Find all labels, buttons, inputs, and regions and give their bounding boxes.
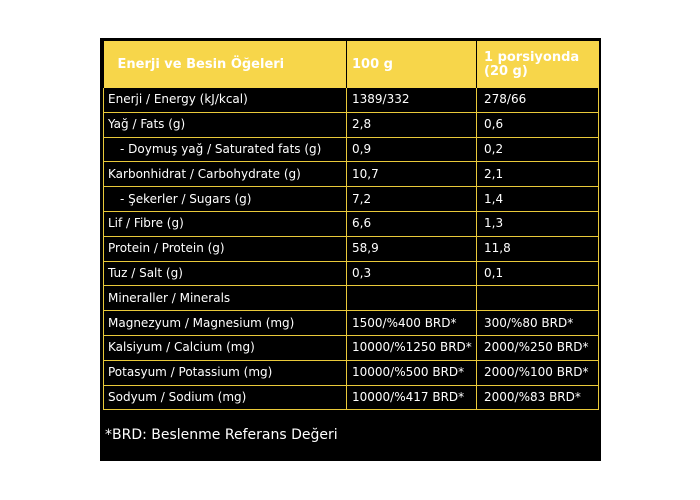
nutrient-label: Mineraller / Minerals <box>104 286 347 311</box>
value-per-100g: 1500/%400 BRD* <box>347 311 477 336</box>
value-per-100g: 58,9 <box>347 236 477 261</box>
table-row <box>104 137 599 162</box>
nutrition-panel <box>100 38 601 461</box>
table-row <box>104 311 599 336</box>
value-per-serving: 278/66 <box>477 88 599 112</box>
value-per-serving: 1,4 <box>477 187 599 212</box>
header-nutrients: Enerji ve Besin Öğeleri <box>104 41 347 88</box>
nutrient-label: Lif / Fibre (g) <box>104 211 347 236</box>
table-row <box>104 112 599 137</box>
value-per-100g: 10000/%417 BRD* <box>347 385 477 410</box>
nutrient-label: Kalsiyum / Calcium (mg) <box>104 335 347 360</box>
value-per-100g: 6,6 <box>347 211 477 236</box>
value-per-serving: 1,3 <box>477 211 599 236</box>
value-per-serving <box>477 286 599 311</box>
header-per-serving: 1 porsiyonda (20 g) <box>477 41 599 88</box>
value-per-serving: 2000/%100 BRD* <box>477 360 599 385</box>
value-per-100g: 1389/332 <box>347 88 477 112</box>
value-per-100g: 0,9 <box>347 137 477 162</box>
table-row <box>104 286 599 311</box>
nutrient-label: Magnezyum / Magnesium (mg) <box>104 311 347 336</box>
table-row <box>104 360 599 385</box>
table-row <box>104 261 599 286</box>
table-row <box>104 335 599 360</box>
value-per-100g: 2,8 <box>347 112 477 137</box>
value-per-100g: 7,2 <box>347 187 477 212</box>
nutrient-label: - Doymuş yağ / Saturated fats (g) <box>104 137 347 162</box>
table-row <box>104 236 599 261</box>
value-per-100g: 10000/%500 BRD* <box>347 360 477 385</box>
table-row <box>104 162 599 187</box>
table-header-row <box>104 41 599 88</box>
value-per-serving: 0,2 <box>477 137 599 162</box>
value-per-100g: 10,7 <box>347 162 477 187</box>
value-per-100g: 10000/%1250 BRD* <box>347 335 477 360</box>
nutrition-table <box>103 41 599 410</box>
nutrient-label: - Şekerler / Sugars (g) <box>104 187 347 212</box>
footnote: *BRD: Beslenme Referans Değeri <box>105 427 338 443</box>
nutrient-label: Karbonhidrat / Carbohydrate (g) <box>104 162 347 187</box>
table-row <box>104 211 599 236</box>
table-row <box>104 187 599 212</box>
nutrient-label: Yağ / Fats (g) <box>104 112 347 137</box>
nutrient-label: Enerji / Energy (kJ/kcal) <box>104 88 347 112</box>
table-row <box>104 88 599 112</box>
value-per-serving: 2,1 <box>477 162 599 187</box>
value-per-serving: 0,1 <box>477 261 599 286</box>
table-row <box>104 385 599 410</box>
nutrient-label: Sodyum / Sodium (mg) <box>104 385 347 410</box>
value-per-serving: 0,6 <box>477 112 599 137</box>
value-per-serving: 11,8 <box>477 236 599 261</box>
value-per-serving: 2000/%83 BRD* <box>477 385 599 410</box>
nutrient-label: Protein / Protein (g) <box>104 236 347 261</box>
nutrient-label: Potasyum / Potassium (mg) <box>104 360 347 385</box>
value-per-serving: 2000/%250 BRD* <box>477 335 599 360</box>
nutrient-label: Tuz / Salt (g) <box>104 261 347 286</box>
header-per-100g: 100 g <box>347 41 477 88</box>
table-body <box>104 88 599 410</box>
value-per-100g: 0,3 <box>347 261 477 286</box>
value-per-100g <box>347 286 477 311</box>
value-per-serving: 300/%80 BRD* <box>477 311 599 336</box>
